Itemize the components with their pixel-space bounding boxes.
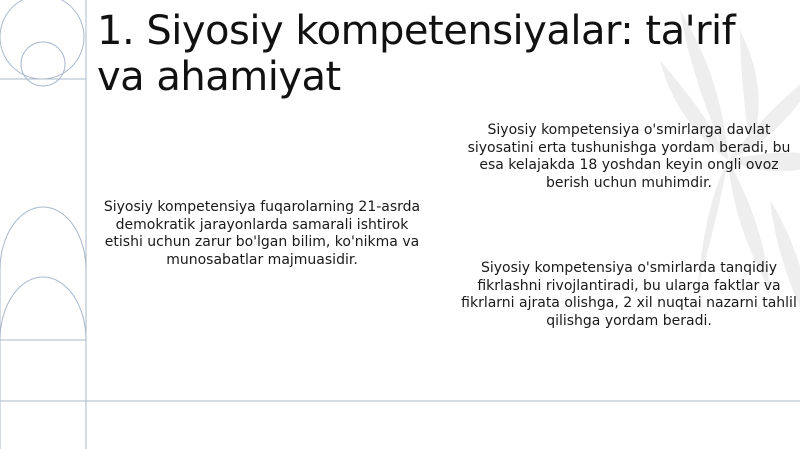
decor-arch-upper (0, 207, 86, 270)
importance-paragraph-critical-thinking: Siyosiy kompetensiya o'smirlarda tanqidiy fikrlashni rivojlantiradi, bu ularga faktlar va fikrlarni ajrata olishga, 2 xil nuqtai nazarni tahlil qilishga yordam beradi. (461, 260, 797, 329)
decor-circle-large (0, 0, 84, 79)
slide-title: 1. Siyosiy kompetensiyalar: ta'rif va ahamiyat (97, 8, 736, 100)
decor-arch-lower (0, 277, 86, 340)
definition-paragraph: Siyosiy kompetensiya fuqarolarning 21-asrda demokratik jarayonlarda samarali ishtirok etishi uchun zarur bo'lgan bilim, ko'nikma va munosabatlar majmuasidir. (103, 199, 421, 268)
importance-paragraph-voting: Siyosiy kompetensiya o'smirlarga davlat siyosatini erta tushunishga yordam beradi, bu esa kelajakda 18 yoshdan keyin ongli ovoz berish uchun muhimdir. (467, 122, 791, 191)
